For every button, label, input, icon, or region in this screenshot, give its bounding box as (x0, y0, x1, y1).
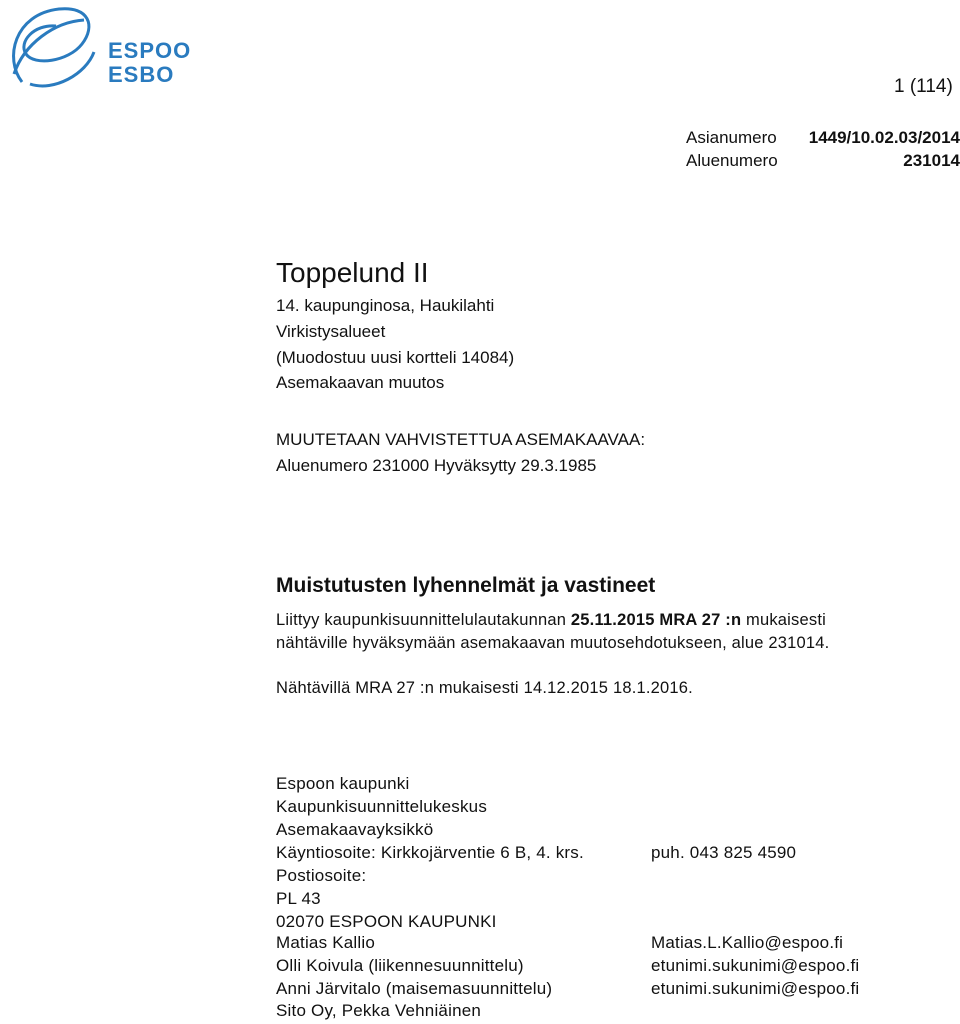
contact-line: Asemakaavayksikkö (276, 820, 434, 839)
amended-plan-line: Aluenumero 231000 Hyväksytty 29.3.1985 (276, 456, 597, 475)
contact-person: Sito Oy, Pekka Vehniäinen (276, 1001, 482, 1020)
subtitle-line: 14. kaupunginosa, Haukilahti (276, 296, 495, 315)
asianumero-value: 1449/10.02.03/2014 (808, 128, 960, 147)
intro-text: Liittyy kaupunkisuunnittelulautakunnan (276, 611, 571, 629)
logo-text-esbo: ESBO (108, 62, 175, 87)
aluenumero-value: 231014 (903, 151, 960, 170)
page-number: 1 (114) (894, 76, 953, 97)
section-intro-line2: nähtäville hyväksymään asemakaavan muutosehdotukseen, alue 231014. (276, 634, 830, 652)
contact-line: Postiosoite: (276, 866, 367, 885)
contact-person: Matias Kallio (276, 933, 375, 952)
amended-plan-line: MUUTETAAN VAHVISTETTUA ASEMAKAAVAA: (276, 430, 646, 449)
contact-line: Espoon kaupunki (276, 774, 410, 793)
contact-phone: puh. 043 825 4590 (651, 843, 797, 862)
espoo-logo (4, 4, 204, 94)
contact-email[interactable]: etunimi.sukunimi@espoo.fi (651, 956, 860, 975)
espoo-swirl-icon (4, 4, 204, 94)
contact-person: Olli Koivula (liikennesuunnittelu) (276, 956, 524, 975)
logo-text-espoo: ESPOO (108, 38, 192, 63)
subtitle-line: (Muodostuu uusi kortteli 14084) (276, 348, 515, 367)
section-intro (276, 611, 826, 630)
intro-text: mukaisesti (741, 611, 826, 629)
contact-email[interactable]: etunimi.sukunimi@espoo.fi (651, 979, 860, 998)
subtitle-line: Asemakaavan muutos (276, 373, 445, 392)
display-period: Nähtävillä MRA 27 :n mukaisesti 14.12.2015 18.1.2016. (276, 679, 693, 697)
aluenumero-label: Aluenumero (686, 151, 778, 170)
document-title: Toppelund II (276, 257, 429, 288)
intro-date-ref: 25.11.2015 MRA 27 (570, 611, 726, 629)
contact-line: 02070 ESPOON KAUPUNKI (276, 912, 497, 931)
contact-line: Kaupunkisuunnittelukeskus (276, 797, 488, 816)
contact-email[interactable]: Matias.L.Kallio@espoo.fi (651, 933, 844, 952)
contact-person: Anni Järvitalo (maisemasuunnittelu) (276, 979, 553, 998)
asianumero-label: Asianumero (686, 128, 777, 147)
section-heading: Muistutusten lyhennelmät ja vastineet (276, 574, 656, 597)
subtitle-line: Virkistysalueet (276, 322, 386, 341)
intro-section-sign: :n (725, 611, 742, 629)
contact-line: PL 43 (276, 889, 321, 908)
contact-line: Käyntiosoite: Kirkkojärventie 6 B, 4. krs. (276, 843, 584, 862)
